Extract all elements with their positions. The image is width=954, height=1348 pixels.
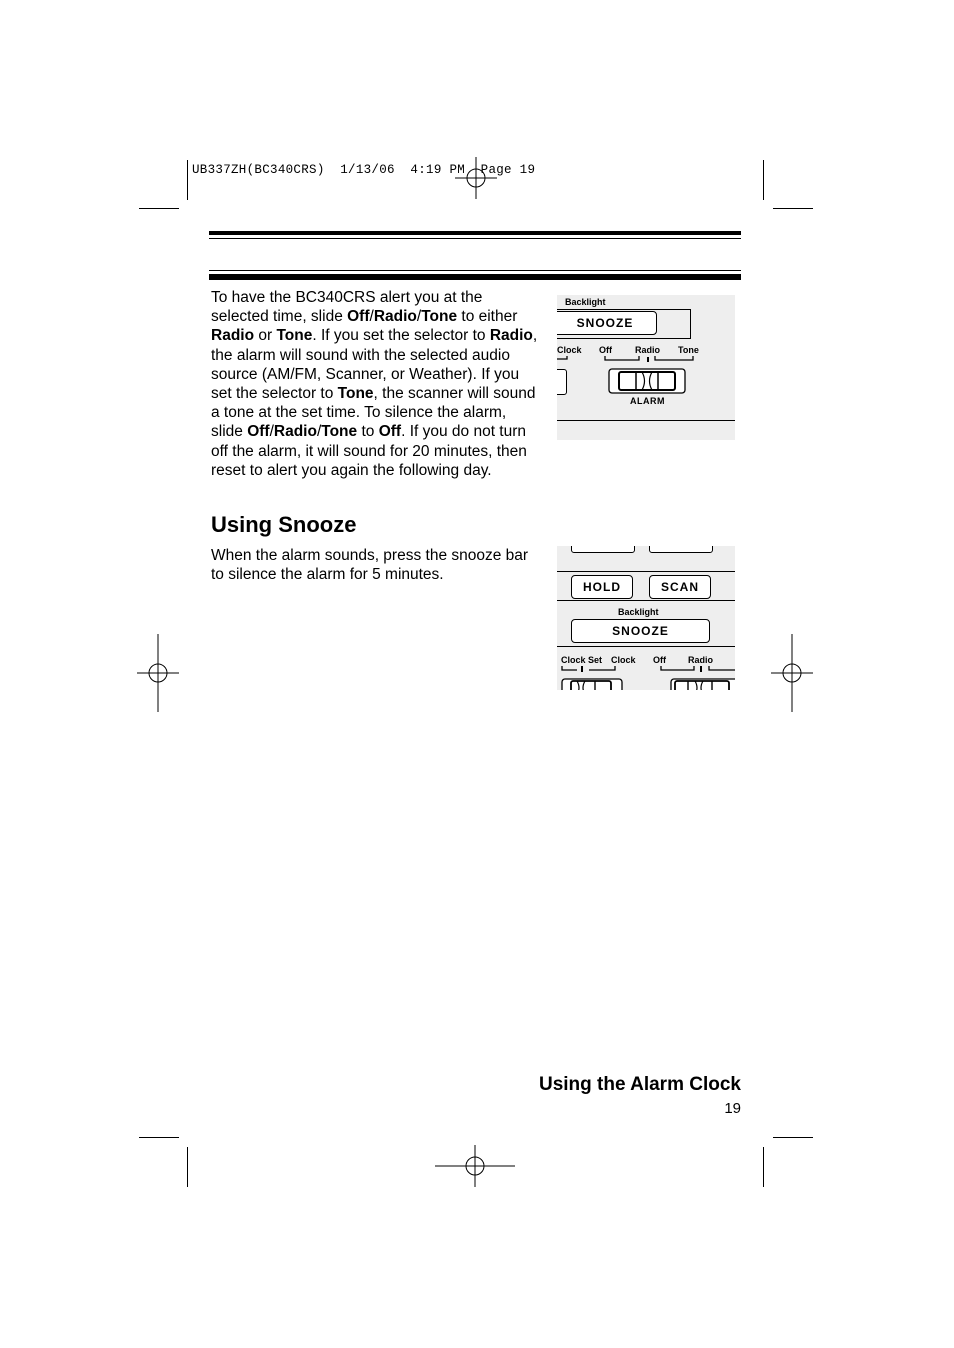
- crop-mark: [139, 1137, 179, 1138]
- snooze-button: SNOOZE: [557, 311, 657, 335]
- radio-label: Radio: [688, 655, 714, 665]
- top-rule-lower-thin: [209, 270, 741, 271]
- crop-mark: [773, 208, 813, 209]
- alarm-slider-icon: [670, 678, 735, 690]
- header-slug: UB337ZH(BC340CRS) 1/13/06 4:19 PM Page 19: [192, 163, 536, 177]
- clock-label: Clock: [557, 345, 582, 355]
- backlight-label: Backlight: [618, 607, 659, 617]
- tone-label: Tone: [678, 345, 699, 355]
- chapter-title: Using the Alarm Clock: [538, 1074, 741, 1095]
- crop-mark: [187, 160, 188, 200]
- backlight-label: Backlight: [565, 297, 606, 307]
- page-number: 19: [724, 1100, 741, 1117]
- snooze-paragraph: When the alarm sounds, press the snooze bar to silence the alarm for 5 minutes.: [211, 547, 529, 584]
- crop-mark: [763, 1147, 764, 1187]
- snooze-button: SNOOZE: [571, 619, 710, 643]
- scan-button: SCAN: [649, 575, 711, 599]
- top-rule-lower: [209, 274, 741, 280]
- top-rule-upper: [209, 231, 741, 235]
- radio-label: Radio: [635, 345, 661, 355]
- registration-mark-icon: [435, 1145, 515, 1187]
- alarm-slider-icon: [608, 368, 686, 394]
- selector-bracket-icon: [557, 355, 735, 369]
- registration-mark-icon: [137, 634, 179, 712]
- selector-bracket-icon: [557, 665, 735, 677]
- clock-set-slider-icon: [561, 678, 623, 690]
- top-rule-upper-thin: [209, 238, 741, 239]
- section-heading: Using Snooze: [211, 512, 357, 537]
- clock-set-label: Clock Set: [561, 655, 603, 665]
- alarm-selector-illustration: [557, 295, 735, 440]
- off-label: Off: [653, 655, 666, 665]
- crop-mark: [187, 1147, 188, 1187]
- crop-mark: [763, 160, 764, 200]
- off-label: Off: [599, 345, 612, 355]
- clock-label: Clock: [611, 655, 636, 665]
- hold-button: HOLD: [571, 575, 633, 599]
- alarm-instructions-paragraph: To have the BC340CRS alert you at the selected time, slide Off/Radio/Tone to either Radio or Tone. If you set the selector to Radio, the alarm will sound with the selected audio source (AM/FM, Scanner, or Weather). If you set the selector to Tone, the scanner will sound a tone at the set time. To silence the alarm, slide Off/Radio/Tone to Off. If you do not turn off the alarm, it will sound for 20 minutes, then reset to alert you again the following day.: [211, 289, 538, 479]
- registration-mark-icon: [771, 634, 813, 712]
- registration-mark-icon: [455, 157, 497, 199]
- snooze-bar-illustration: [557, 546, 735, 690]
- crop-mark: [773, 1137, 813, 1138]
- alarm-label: ALARM: [630, 396, 665, 406]
- crop-mark: [139, 208, 179, 209]
